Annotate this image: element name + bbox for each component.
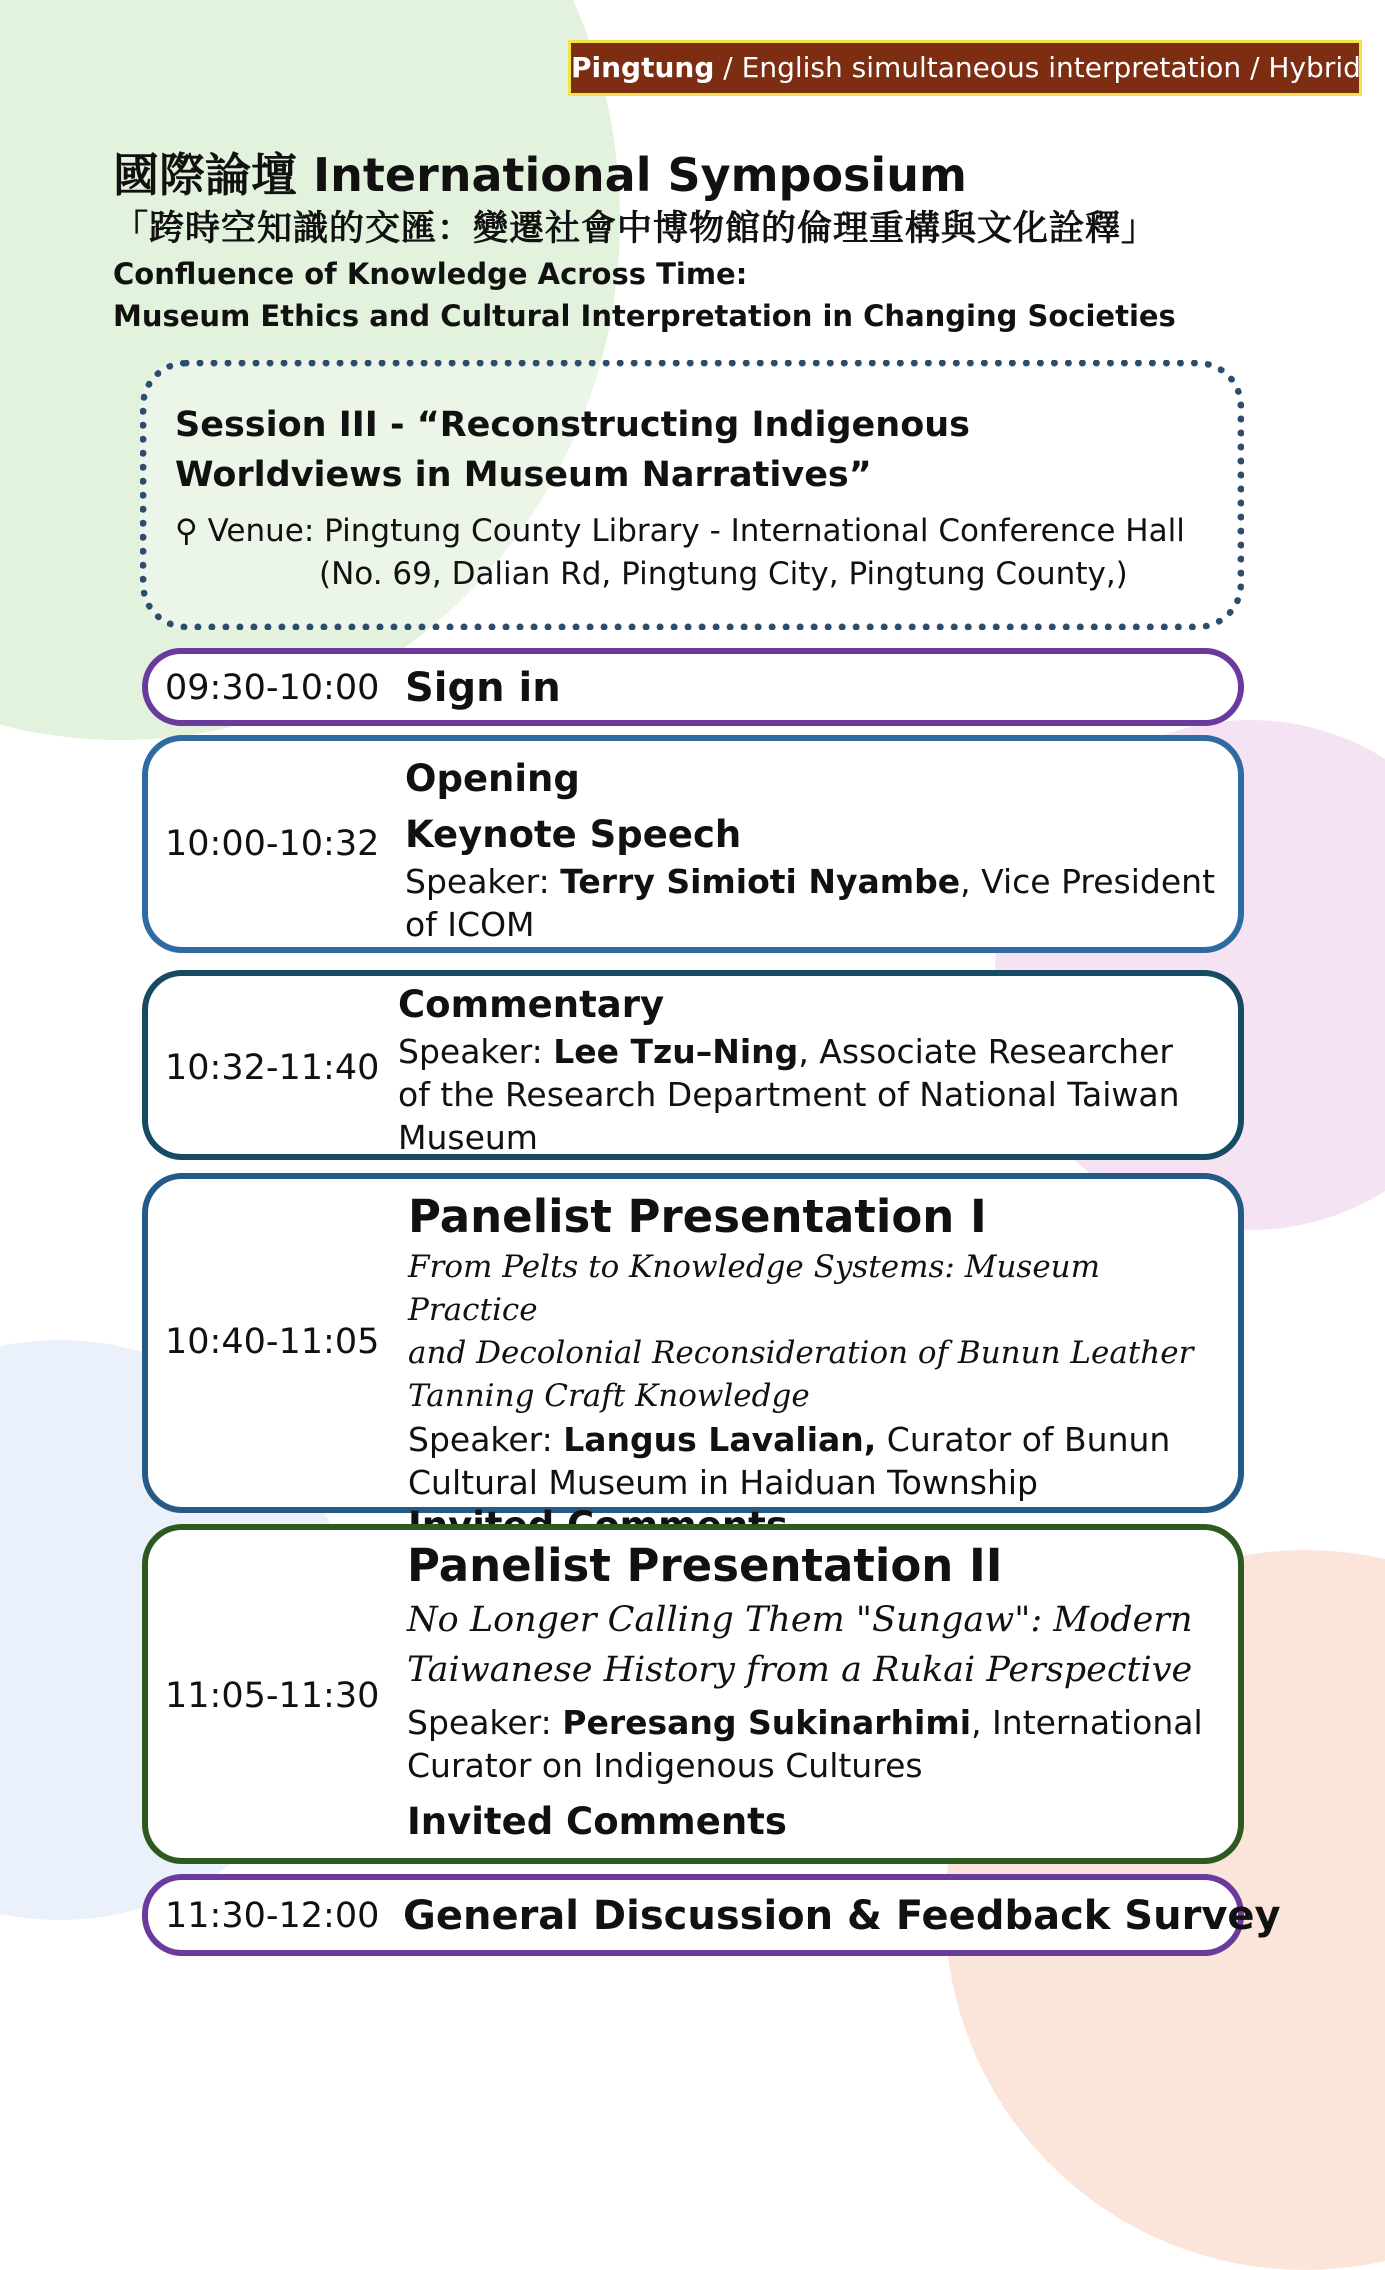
schedule-title: Panelist Presentation I xyxy=(408,1190,987,1243)
speaker-role: Curator of Bunun xyxy=(876,1420,1171,1459)
schedule-time: 09:30-10:00 xyxy=(165,668,380,708)
speaker-role: , International xyxy=(971,1703,1203,1742)
speaker-role-continued: of the Research Department of National Taiwan xyxy=(398,1075,1180,1114)
subtitle-english-line-2: Museum Ethics and Cultural Interpretation in Changing Societies xyxy=(113,299,1176,333)
venue-label: Venue: xyxy=(207,513,325,549)
speaker-line xyxy=(408,1418,1216,1461)
schedule-title: Sign in xyxy=(405,665,561,711)
speaker-role: , Associate Researcher xyxy=(798,1032,1173,1071)
speaker-name: Peresang Sukinarhimi xyxy=(562,1703,972,1742)
tag-city: Pingtung xyxy=(571,51,715,84)
venue-address: (No. 69, Dalian Rd, Pingtung City, Pingtung County,) xyxy=(319,556,1128,592)
schedule-time: 10:40-11:05 xyxy=(165,1322,380,1362)
tag-language: English simultaneous interpretation xyxy=(741,51,1242,84)
subtitle-english-line-1: Confluence of Knowledge Across Time: xyxy=(113,257,748,291)
tag-mode: Hybrid xyxy=(1268,51,1361,84)
speaker-role-continued: of ICOM xyxy=(405,905,535,944)
schedule-item-sign-in xyxy=(142,648,1244,726)
session-info-box xyxy=(140,360,1244,630)
venue-line xyxy=(175,510,1209,553)
speaker-name: Lee Tzu–Ning xyxy=(553,1032,799,1071)
speaker-label: Speaker: xyxy=(407,1703,563,1742)
schedule-item-keynote xyxy=(142,735,1244,953)
page-title: 國際論壇 International Symposium xyxy=(113,148,967,202)
speaker-role: , Vice President xyxy=(960,862,1216,901)
schedule-title: Commentary xyxy=(398,983,665,1026)
paper-title-line: Tanning Craft Knowledge xyxy=(408,1378,810,1414)
venue-name: Pingtung County Library - International Conference Hall xyxy=(324,513,1185,549)
symposium-header xyxy=(113,145,1176,337)
invited-comments: Invited Comments xyxy=(407,1800,787,1843)
paper-title-line: and Decolonial Reconsideration of Bunun Leather xyxy=(408,1335,1194,1371)
session-title: Session III - “Reconstructing Indigenous Worldviews in Museum Narratives” xyxy=(175,405,970,495)
speaker-label: Speaker: xyxy=(405,862,561,901)
tag-separator: / xyxy=(1241,51,1269,84)
location-pin-icon: ⚲ xyxy=(175,513,198,549)
paper-title-line: From Pelts to Knowledge Systems: Museum Practice xyxy=(408,1249,1101,1328)
tag-separator: / xyxy=(714,51,742,84)
schedule-time: 10:00-10:32 xyxy=(165,824,380,864)
schedule-item-panelist-1 xyxy=(142,1173,1244,1513)
schedule-time: 11:05-11:30 xyxy=(165,1676,380,1716)
schedule-time: 10:32-11:40 xyxy=(165,1048,380,1088)
schedule-title: Panelist Presentation II xyxy=(407,1539,1003,1592)
paper-title-line: No Longer Calling Them "Sungaw": Modern xyxy=(407,1600,1193,1640)
speaker-role-continued: Cultural Museum in Haiduan Township xyxy=(408,1463,1038,1502)
speaker-line xyxy=(407,1701,1216,1744)
schedule-subtitle: Keynote Speech xyxy=(405,813,742,856)
schedule-item-commentary xyxy=(142,970,1244,1160)
speaker-name: Langus Lavalian, xyxy=(563,1420,877,1459)
speaker-role-continued: Museum xyxy=(398,1118,538,1157)
speaker-line xyxy=(405,860,1216,903)
speaker-label: Speaker: xyxy=(398,1032,554,1071)
schedule-time: 11:30-12:00 xyxy=(165,1896,380,1936)
schedule-title: General Discussion & Feedback Survey xyxy=(403,1893,1281,1939)
event-tag-bar xyxy=(568,40,1362,96)
speaker-name: Terry Simioti Nyambe xyxy=(560,862,961,901)
schedule-title: Opening xyxy=(405,757,580,800)
speaker-role-continued: Curator on Indigenous Cultures xyxy=(407,1746,923,1785)
schedule-item-panelist-2 xyxy=(142,1524,1244,1864)
paper-title-line: Taiwanese History from a Rukai Perspective xyxy=(407,1650,1193,1690)
subtitle-chinese: 「跨時空知識的交匯：變遷社會中博物館的倫理重構與文化詮釋」 xyxy=(113,209,1158,249)
speaker-line xyxy=(398,1030,1216,1073)
schedule-item-general-discussion xyxy=(142,1874,1281,1956)
speaker-label: Speaker: xyxy=(408,1420,564,1459)
